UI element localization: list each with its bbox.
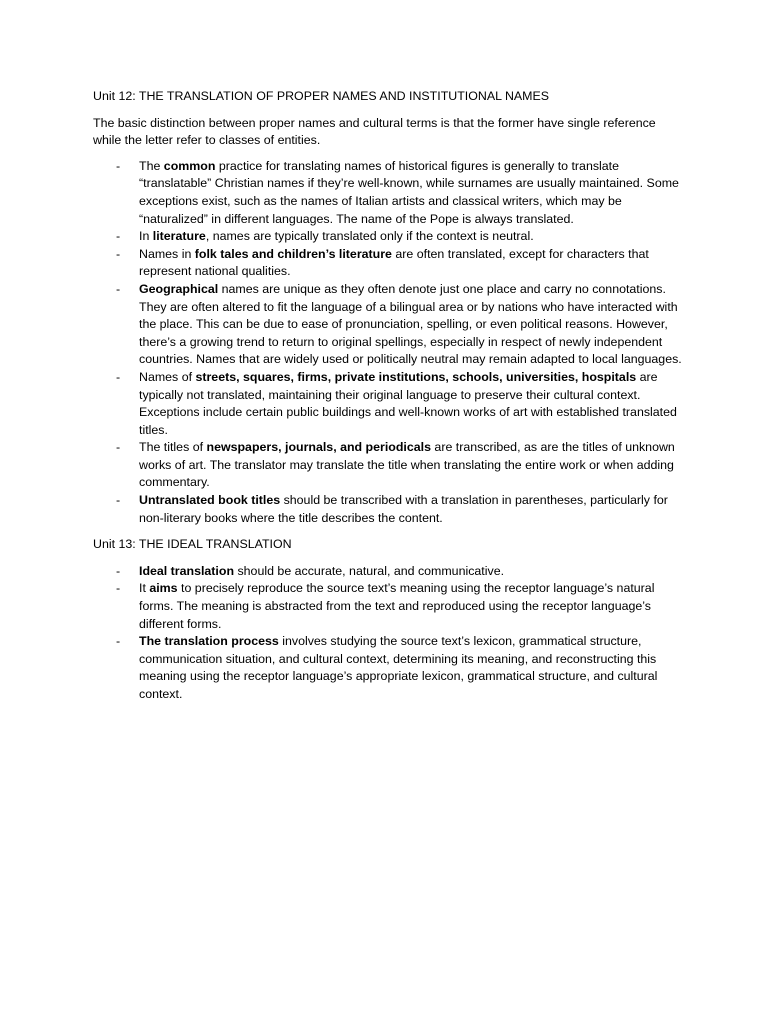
list-bullet: - (116, 158, 121, 173)
list-bullet: - (116, 563, 121, 578)
bold-term: Geographical (139, 281, 219, 296)
list-item (93, 633, 683, 703)
list-item-text: to precisely reproduce the source text’s meaning using the receptor language’s natural forms. The meaning is abstracted from the text and reproduced using the receptor language’s different forms. (139, 581, 655, 631)
list-item (93, 158, 683, 228)
list-item-text: Names of (139, 369, 196, 384)
unit-12-intro: The basic distinction between proper names and cultural terms is that the former have single reference while the letter refer to classes of entities. (93, 115, 656, 148)
list-item (93, 228, 683, 246)
list-bullet: - (116, 440, 121, 455)
list-item-text: are transcribed, as are the titles of unknown works of art. The translator may translate the title when translating the entire work or when adding commentary. (139, 440, 675, 490)
bold-term: streets, squares, firms, private institutions, schools, universities, hospitals (195, 369, 637, 384)
bold-term: folk tales and children’s literature (194, 246, 392, 261)
bold-term: Untranslated book titles (139, 493, 281, 508)
bold-term: Ideal translation (139, 563, 235, 578)
unit-12-heading: Unit 12: THE TRANSLATION OF PROPER NAMES AND INSTITUTIONAL NAMES (93, 89, 550, 103)
list-item-text: In (139, 229, 153, 244)
list-item-text: The titles of (139, 440, 207, 455)
list-bullet: - (116, 493, 121, 508)
list-item-text: The (139, 158, 164, 173)
unit-12-list (93, 158, 683, 527)
list-bullet: - (116, 229, 121, 244)
bold-term: literature (152, 229, 206, 244)
list-item-text: Names in (139, 246, 195, 261)
list-item-text: , names are typically translated only if the context is neutral. (205, 229, 534, 244)
bold-term: The translation process (139, 634, 279, 649)
list-item (93, 580, 683, 633)
list-item (93, 439, 683, 492)
list-item (93, 492, 683, 527)
list-item (93, 246, 683, 281)
list-bullet: - (116, 581, 121, 596)
document-body (93, 88, 683, 713)
list-bullet: - (116, 634, 121, 649)
list-item-text: should be transcribed with a translation in parentheses, particularly for non-literary books where the title describes the content. (139, 493, 668, 525)
list-item-text: are typically not translated, maintaining their original language to preserve their cultural context. Exceptions include certain public buildings and well-known works of art with established translated titles. (139, 369, 677, 437)
list-bullet: - (116, 281, 121, 296)
bold-term: newspapers, journals, and periodicals (206, 440, 431, 455)
list-item (93, 563, 683, 581)
bold-term: common (163, 158, 216, 173)
list-item-text: practice for translating names of historical figures is generally to translate “translatable” Christian names if they’re well-known, while surnames are usually maintained. Some exceptions exist, such as the names of Italian artists and classical writers, which may be “naturalized” in different languages. The name of the Pope is always translated. (139, 158, 679, 226)
list-bullet: - (116, 369, 121, 384)
list-item-text: involves studying the source text’s lexicon, grammatical structure, communication situation, and cultural context, determining its meaning, and reconstructing this meaning using the receptor language’s appropriate lexicon, grammatical structure, and cultural context. (139, 634, 658, 701)
list-item (93, 369, 683, 439)
bold-term: aims (149, 581, 178, 596)
unit-13-heading: Unit 13: THE IDEAL TRANSLATION (93, 537, 292, 552)
list-item-text: should be accurate, natural, and communicative. (234, 563, 505, 578)
list-item-text: are often translated, except for characters that represent national qualities. (139, 246, 649, 279)
list-bullet: - (116, 246, 121, 261)
list-item-text: names are unique as they often denote just one place and carry no connotations. They are often altered to fit the language of a bilingual area or by nations who have interacted with the place. This can be due to ease of pronunciation, spelling, or even political reasons. However, there’s a growing trend to return to original spellings, especially in respect of newly independent countries. Names that are widely used or politically neutral may remain adapted to local languages. (139, 281, 682, 367)
unit-13-list (93, 563, 683, 704)
list-item-text: It (139, 581, 150, 596)
list-item (93, 281, 683, 369)
